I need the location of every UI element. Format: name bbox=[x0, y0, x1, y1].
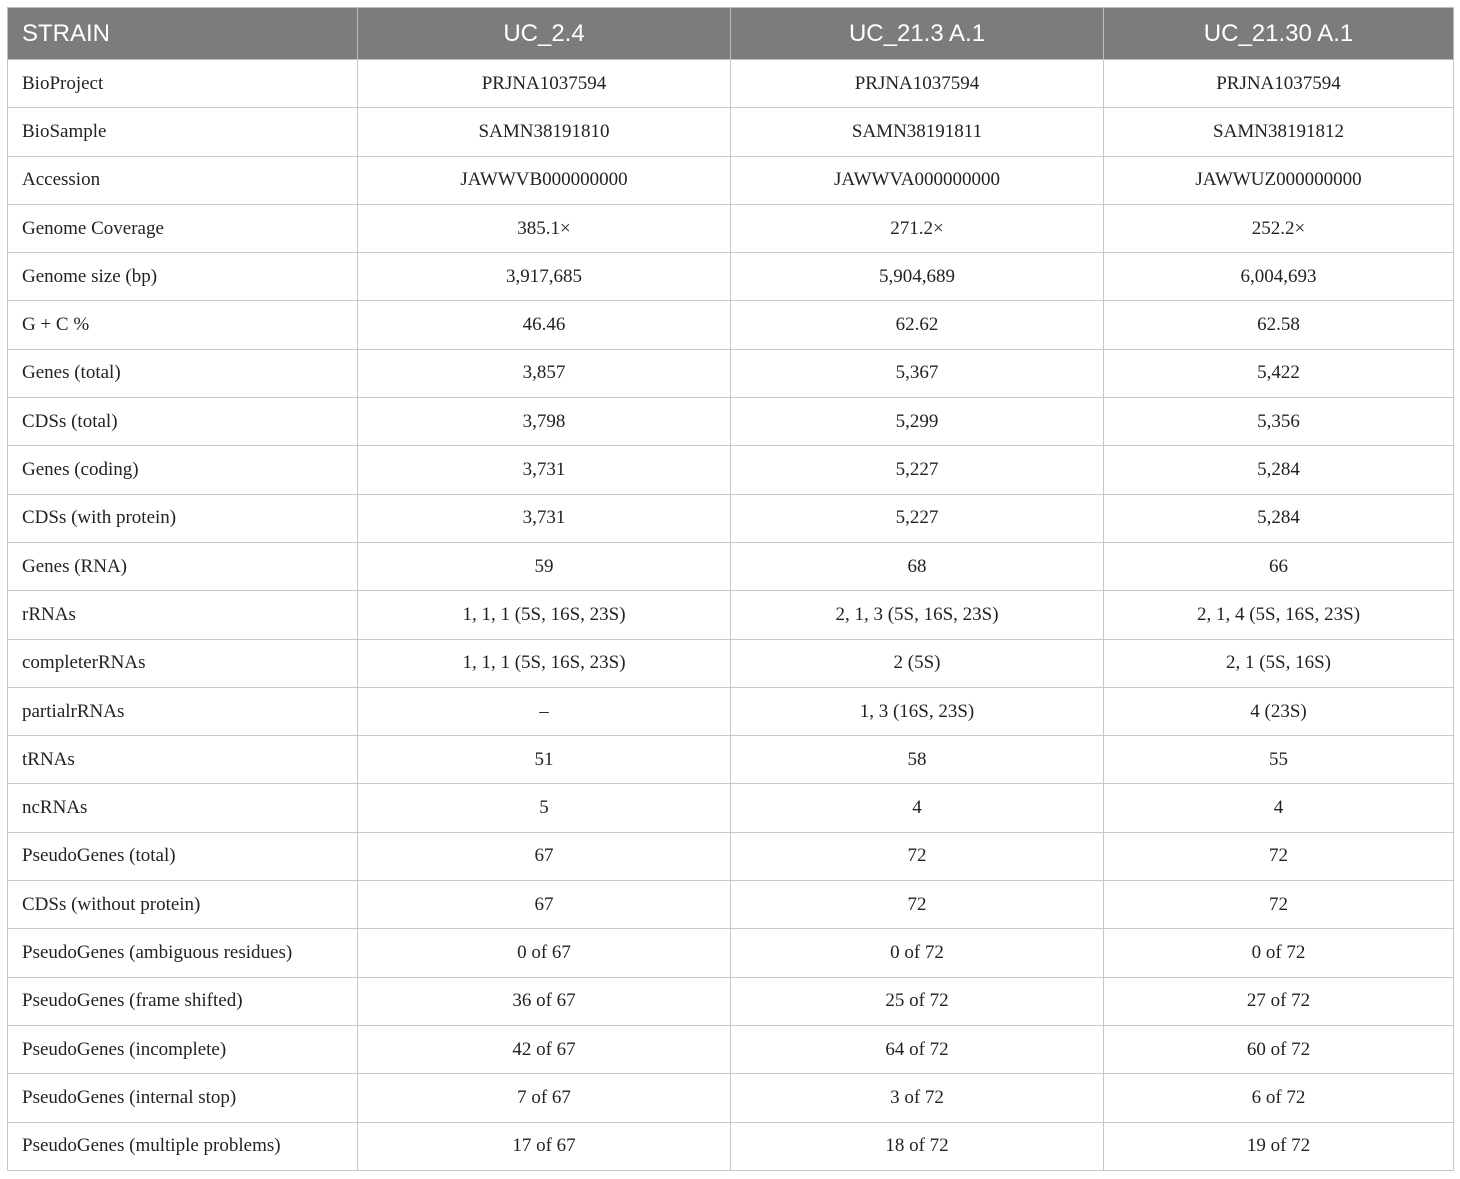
table-cell: 66 bbox=[1104, 542, 1454, 590]
table-cell: – bbox=[358, 687, 731, 735]
table-cell: JAWWVB000000000 bbox=[358, 156, 731, 204]
table-cell: 72 bbox=[1104, 881, 1454, 929]
table-row bbox=[8, 736, 1454, 784]
table-cell: 252.2× bbox=[1104, 204, 1454, 252]
table-cell: 0 of 72 bbox=[1104, 929, 1454, 977]
table-row bbox=[8, 1074, 1454, 1122]
table-cell: 5,284 bbox=[1104, 494, 1454, 542]
table-cell: 5,299 bbox=[731, 398, 1104, 446]
row-label: CDSs (without protein) bbox=[8, 881, 358, 929]
table-cell: 3,798 bbox=[358, 398, 731, 446]
table-cell: 72 bbox=[1104, 832, 1454, 880]
table-cell: 2, 1, 3 (5S, 16S, 23S) bbox=[731, 591, 1104, 639]
row-label: Genes (RNA) bbox=[8, 542, 358, 590]
row-label: CDSs (total) bbox=[8, 398, 358, 446]
table-cell: 7 of 67 bbox=[358, 1074, 731, 1122]
table-cell: 25 of 72 bbox=[731, 977, 1104, 1025]
table-cell: 59 bbox=[358, 542, 731, 590]
row-label: Genes (coding) bbox=[8, 446, 358, 494]
table-row bbox=[8, 204, 1454, 252]
table-cell: PRJNA1037594 bbox=[358, 60, 731, 108]
row-label: BioProject bbox=[8, 60, 358, 108]
table-cell: 5,904,689 bbox=[731, 253, 1104, 301]
table-row bbox=[8, 301, 1454, 349]
table-row bbox=[8, 591, 1454, 639]
table-row bbox=[8, 881, 1454, 929]
row-label: PseudoGenes (frame shifted) bbox=[8, 977, 358, 1025]
table-cell: JAWWUZ000000000 bbox=[1104, 156, 1454, 204]
genome-stats-table bbox=[7, 7, 1454, 1171]
table-cell: 5 bbox=[358, 784, 731, 832]
table-body bbox=[8, 60, 1454, 1171]
table-row bbox=[8, 929, 1454, 977]
table-cell: 3 of 72 bbox=[731, 1074, 1104, 1122]
table-cell: 385.1× bbox=[358, 204, 731, 252]
header-cell-uc-21-30: UC_21.30 A.1 bbox=[1104, 8, 1454, 60]
table-cell: 1, 1, 1 (5S, 16S, 23S) bbox=[358, 591, 731, 639]
table-cell: SAMN38191810 bbox=[358, 108, 731, 156]
header-cell-uc-21-3: UC_21.3 A.1 bbox=[731, 8, 1104, 60]
table-cell: 5,227 bbox=[731, 446, 1104, 494]
table-row bbox=[8, 784, 1454, 832]
table-cell: 5,367 bbox=[731, 349, 1104, 397]
table-cell: 0 of 67 bbox=[358, 929, 731, 977]
table-row bbox=[8, 1122, 1454, 1170]
table-cell: 46.46 bbox=[358, 301, 731, 349]
table-cell: 18 of 72 bbox=[731, 1122, 1104, 1170]
table-cell: 5,284 bbox=[1104, 446, 1454, 494]
table-cell: 5,227 bbox=[731, 494, 1104, 542]
row-label: Genes (total) bbox=[8, 349, 358, 397]
table-cell: 67 bbox=[358, 832, 731, 880]
table-cell: 62.62 bbox=[731, 301, 1104, 349]
table-row bbox=[8, 494, 1454, 542]
table-row bbox=[8, 687, 1454, 735]
table-cell: 2, 1 (5S, 16S) bbox=[1104, 639, 1454, 687]
table-cell: 2 (5S) bbox=[731, 639, 1104, 687]
table-row bbox=[8, 446, 1454, 494]
table-row bbox=[8, 398, 1454, 446]
table-cell: 67 bbox=[358, 881, 731, 929]
row-label: rRNAs bbox=[8, 591, 358, 639]
genome-stats-table-container bbox=[7, 7, 1453, 1171]
table-cell: SAMN38191812 bbox=[1104, 108, 1454, 156]
table-row bbox=[8, 1025, 1454, 1073]
table-cell: 27 of 72 bbox=[1104, 977, 1454, 1025]
table-cell: 64 of 72 bbox=[731, 1025, 1104, 1073]
table-cell: 4 (23S) bbox=[1104, 687, 1454, 735]
table-cell: 6 of 72 bbox=[1104, 1074, 1454, 1122]
table-cell: 6,004,693 bbox=[1104, 253, 1454, 301]
row-label: PseudoGenes (incomplete) bbox=[8, 1025, 358, 1073]
table-cell: 68 bbox=[731, 542, 1104, 590]
row-label: PseudoGenes (multiple problems) bbox=[8, 1122, 358, 1170]
header-cell-strain: STRAIN bbox=[8, 8, 358, 60]
row-label: ncRNAs bbox=[8, 784, 358, 832]
table-cell: 19 of 72 bbox=[1104, 1122, 1454, 1170]
table-cell: 55 bbox=[1104, 736, 1454, 784]
table-cell: 60 of 72 bbox=[1104, 1025, 1454, 1073]
row-label: completerRNAs bbox=[8, 639, 358, 687]
table-cell: 17 of 67 bbox=[358, 1122, 731, 1170]
row-label: G + C % bbox=[8, 301, 358, 349]
table-cell: 51 bbox=[358, 736, 731, 784]
table-cell: 58 bbox=[731, 736, 1104, 784]
table-cell: 1, 3 (16S, 23S) bbox=[731, 687, 1104, 735]
table-cell: PRJNA1037594 bbox=[1104, 60, 1454, 108]
table-row bbox=[8, 156, 1454, 204]
table-row bbox=[8, 639, 1454, 687]
table-row bbox=[8, 60, 1454, 108]
table-cell: 3,731 bbox=[358, 494, 731, 542]
table-header bbox=[8, 8, 1454, 60]
table-cell: SAMN38191811 bbox=[731, 108, 1104, 156]
table-cell: 72 bbox=[731, 832, 1104, 880]
table-cell: 42 of 67 bbox=[358, 1025, 731, 1073]
table-cell: 36 of 67 bbox=[358, 977, 731, 1025]
table-cell: 2, 1, 4 (5S, 16S, 23S) bbox=[1104, 591, 1454, 639]
table-cell: 1, 1, 1 (5S, 16S, 23S) bbox=[358, 639, 731, 687]
table-cell: 271.2× bbox=[731, 204, 1104, 252]
table-cell: 5,356 bbox=[1104, 398, 1454, 446]
row-label: PseudoGenes (total) bbox=[8, 832, 358, 880]
table-cell: PRJNA1037594 bbox=[731, 60, 1104, 108]
row-label: PseudoGenes (internal stop) bbox=[8, 1074, 358, 1122]
table-row bbox=[8, 349, 1454, 397]
table-row bbox=[8, 253, 1454, 301]
row-label: tRNAs bbox=[8, 736, 358, 784]
table-cell: JAWWVA000000000 bbox=[731, 156, 1104, 204]
table-row bbox=[8, 108, 1454, 156]
table-row bbox=[8, 832, 1454, 880]
table-cell: 5,422 bbox=[1104, 349, 1454, 397]
row-label: partialrRNAs bbox=[8, 687, 358, 735]
table-cell: 3,917,685 bbox=[358, 253, 731, 301]
row-label: BioSample bbox=[8, 108, 358, 156]
table-cell: 4 bbox=[1104, 784, 1454, 832]
table-cell: 3,731 bbox=[358, 446, 731, 494]
table-row bbox=[8, 977, 1454, 1025]
row-label: CDSs (with protein) bbox=[8, 494, 358, 542]
row-label: PseudoGenes (ambiguous residues) bbox=[8, 929, 358, 977]
table-row bbox=[8, 542, 1454, 590]
table-cell: 72 bbox=[731, 881, 1104, 929]
table-cell: 4 bbox=[731, 784, 1104, 832]
table-cell: 0 of 72 bbox=[731, 929, 1104, 977]
row-label: Accession bbox=[8, 156, 358, 204]
header-cell-uc-2-4: UC_2.4 bbox=[358, 8, 731, 60]
header-row bbox=[8, 8, 1454, 60]
table-cell: 62.58 bbox=[1104, 301, 1454, 349]
table-cell: 3,857 bbox=[358, 349, 731, 397]
row-label: Genome size (bp) bbox=[8, 253, 358, 301]
row-label: Genome Coverage bbox=[8, 204, 358, 252]
